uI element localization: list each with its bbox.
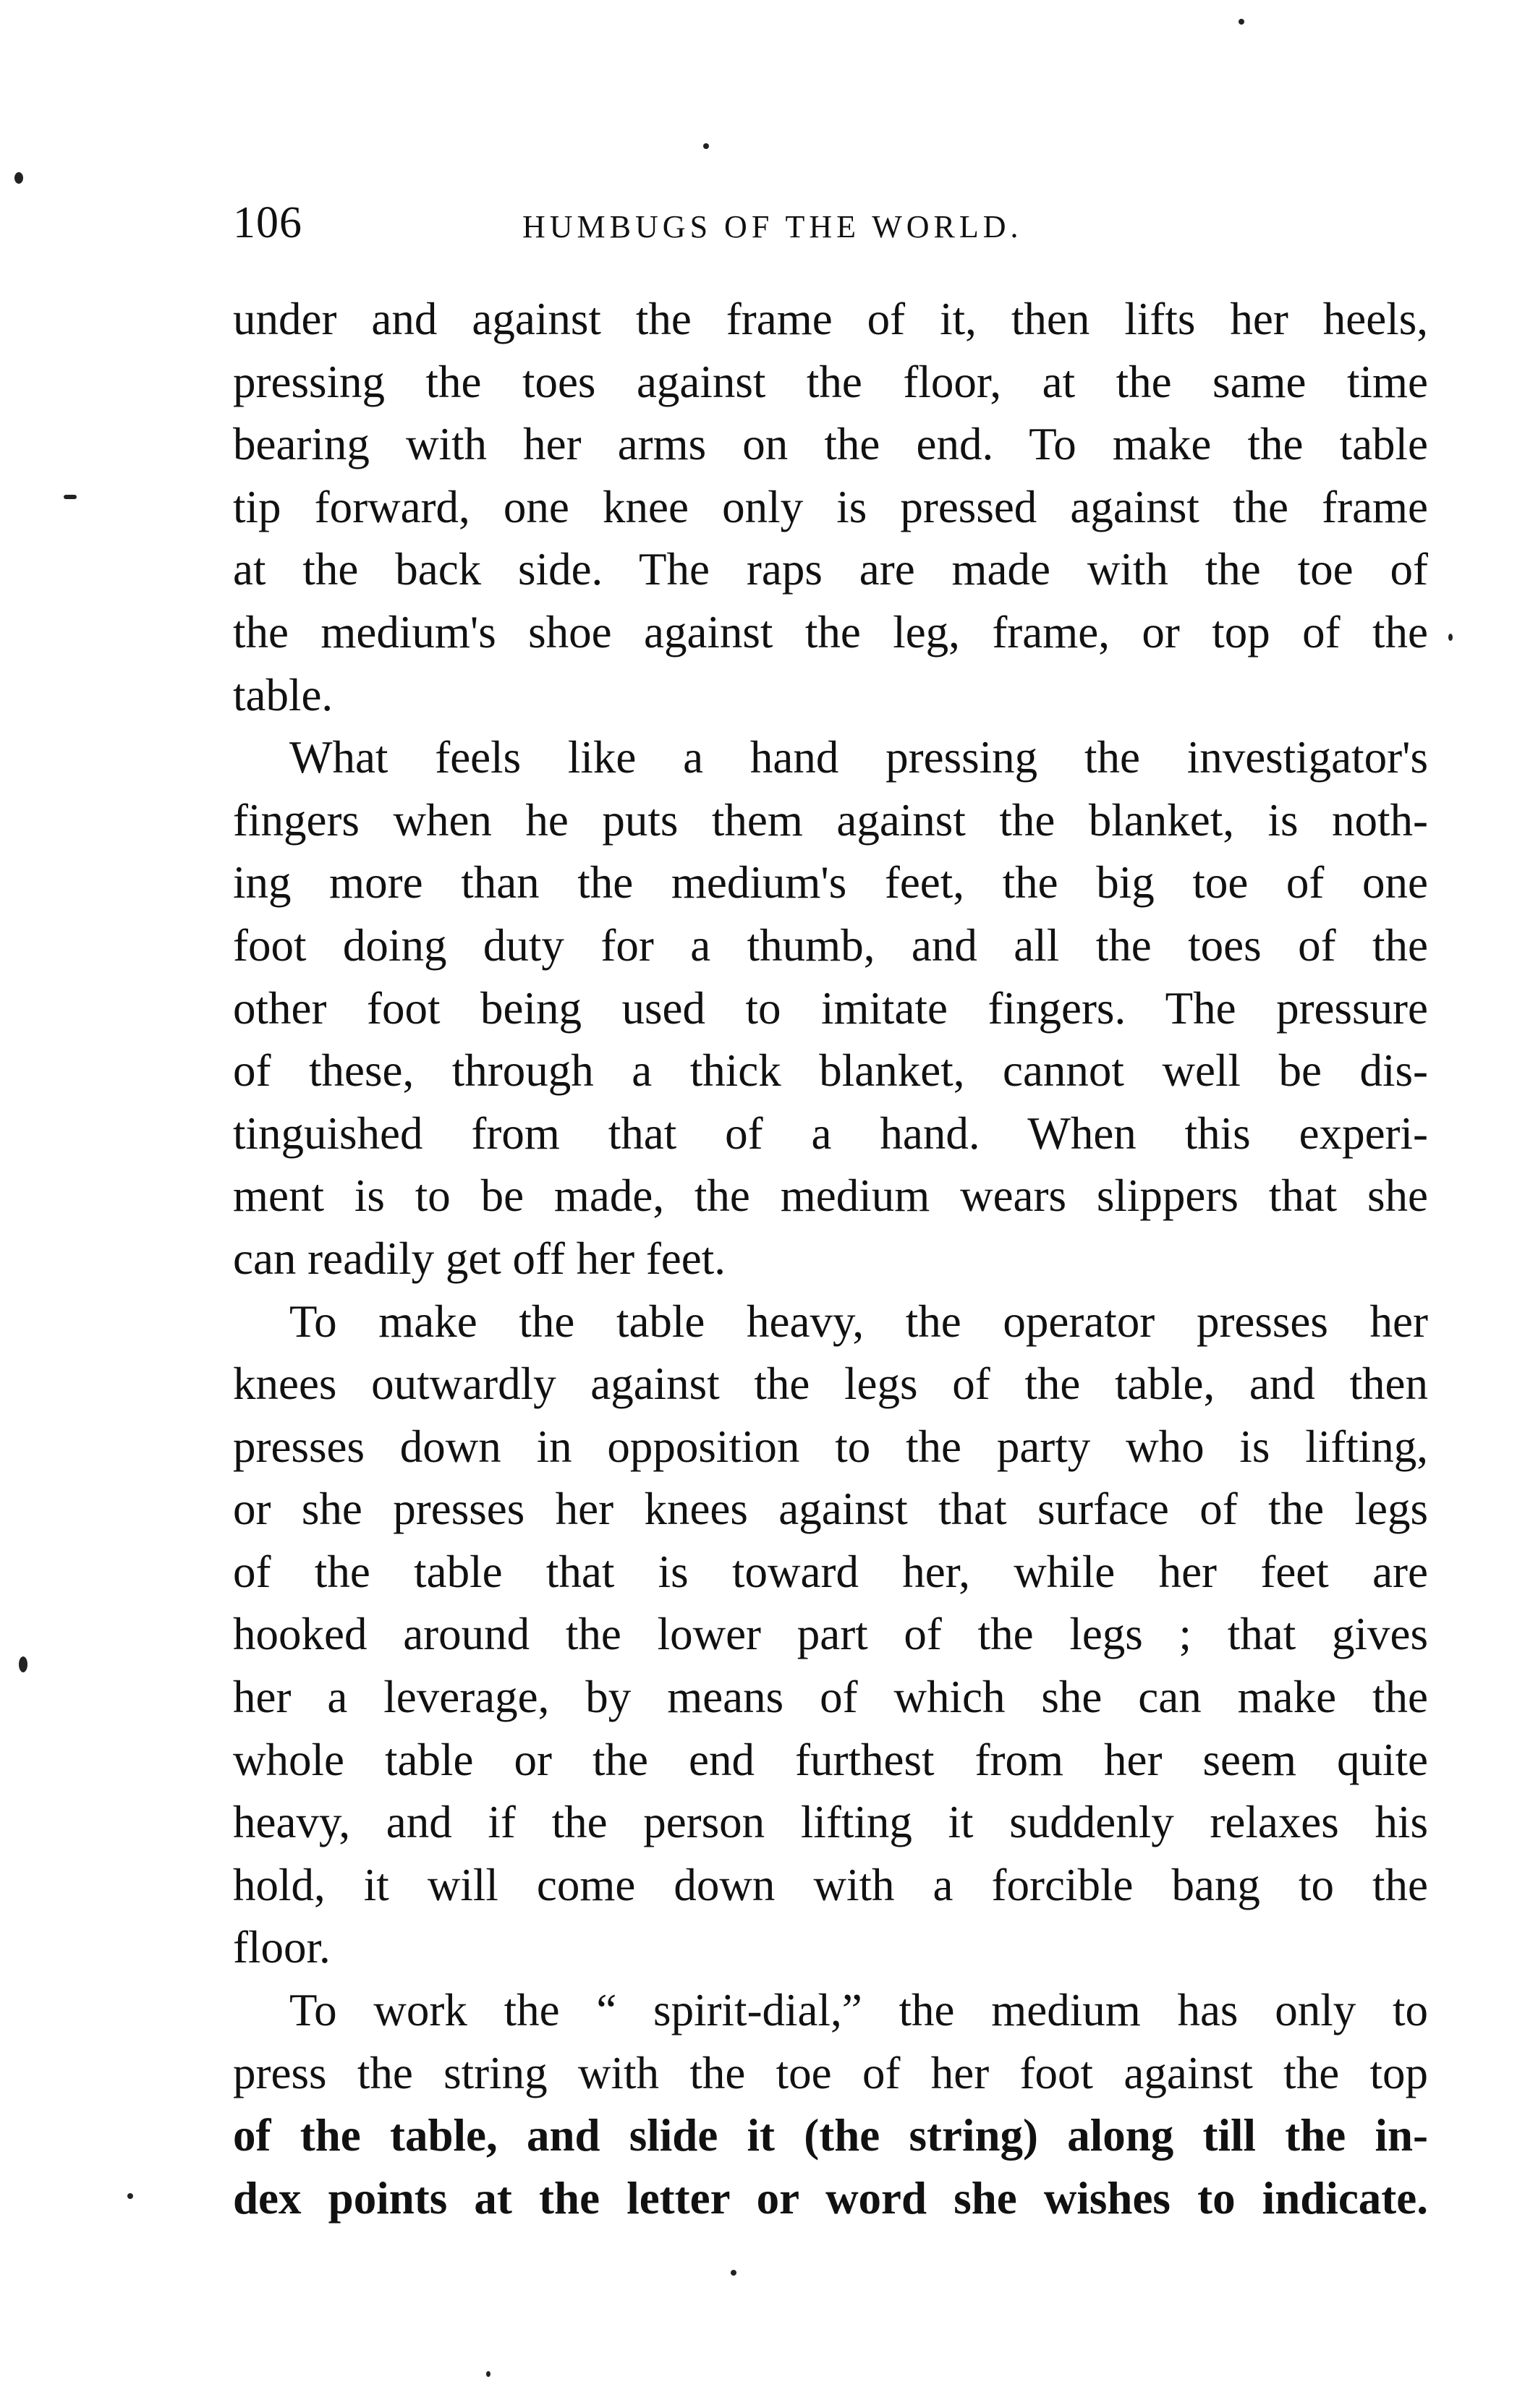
text-line: foot doing duty for a thumb, and all the toes of the bbox=[233, 919, 1428, 971]
text-line: tinguished from that of a hand. When this experi- bbox=[233, 1107, 1428, 1159]
paragraph bbox=[233, 726, 1428, 1290]
text-line: tip forward, one knee only is pressed against the frame bbox=[233, 481, 1428, 532]
text-line: What feels like a hand pressing the investigator's bbox=[289, 732, 1428, 783]
scan-speck bbox=[64, 495, 77, 499]
text-line: presses down in opposition to the party who is lifting, bbox=[233, 1421, 1428, 1472]
scan-speck bbox=[486, 2371, 490, 2377]
text-line: hooked around the lower part of the legs ; that gives bbox=[233, 1609, 1428, 1660]
text-line: table. bbox=[233, 669, 334, 720]
text-line: floor. bbox=[233, 1922, 331, 1973]
text-line: ing more than the medium's feet, the big toe of one bbox=[233, 857, 1428, 909]
paragraph bbox=[233, 1290, 1428, 1980]
text-line: To work the “ spirit-dial,” the medium has only to bbox=[289, 1985, 1428, 2036]
text-line: bearing with her arms on the end. To make the table bbox=[233, 419, 1428, 470]
text-line: hold, it will come down with a forcible bang to the bbox=[233, 1859, 1428, 1910]
body-text bbox=[233, 288, 1428, 2229]
text-line: fingers when he puts them against the blanket, is noth- bbox=[233, 794, 1428, 846]
page-header bbox=[233, 194, 1463, 252]
text-line: or she presses her knees against that surface of the legs bbox=[233, 1484, 1428, 1535]
scan-speck bbox=[703, 143, 709, 149]
text-line: To make the table heavy, the operator presses her bbox=[289, 1296, 1428, 1347]
text-line: under and against the frame of it, then lifts her heels, bbox=[233, 294, 1428, 344]
scan-speck bbox=[19, 1656, 27, 1672]
text-line: dex points at the letter or word she wishes to indicate. bbox=[233, 2172, 1428, 2224]
text-line: of the table that is toward her, while her feet are bbox=[233, 1546, 1428, 1597]
scan-speck bbox=[127, 2193, 133, 2199]
text-line: press the string with the toe of her foot against the top bbox=[233, 2047, 1428, 2098]
text-line: her a leverage, by means of which she can make the bbox=[233, 1672, 1428, 1723]
text-line: the medium's shoe against the leg, frame, or top of the bbox=[233, 606, 1428, 658]
scan-speck bbox=[1448, 634, 1453, 641]
scan-speck bbox=[731, 2270, 736, 2276]
paragraph bbox=[233, 1979, 1428, 2229]
running-title: HUMBUGS OF THE WORLD. bbox=[522, 209, 1023, 244]
text-line: of these, through a thick blanket, cannot well be dis- bbox=[233, 1045, 1428, 1097]
text-line: ment is to be made, the medium wears slippers that she bbox=[233, 1170, 1428, 1222]
text-line: of the table, and slide it (the string) along till the in- bbox=[233, 2110, 1428, 2161]
text-line: at the back side. The raps are made with the toe of bbox=[233, 544, 1428, 595]
text-line: whole table or the end furthest from her seem quite bbox=[233, 1734, 1428, 1785]
text-line: pressing the toes against the floor, at the same time bbox=[233, 356, 1428, 407]
text-line: can readily get off her feet. bbox=[233, 1233, 726, 1284]
scan-speck bbox=[1239, 19, 1244, 25]
page-number: 106 bbox=[233, 198, 302, 247]
text-line: other foot being used to imitate fingers. The pressure bbox=[233, 982, 1428, 1034]
text-line: heavy, and if the person lifting it suddenly relaxes his bbox=[233, 1797, 1428, 1848]
paragraph bbox=[233, 288, 1428, 726]
text-line: knees outwardly against the legs of the table, and then bbox=[233, 1358, 1428, 1410]
scan-speck bbox=[14, 172, 23, 184]
